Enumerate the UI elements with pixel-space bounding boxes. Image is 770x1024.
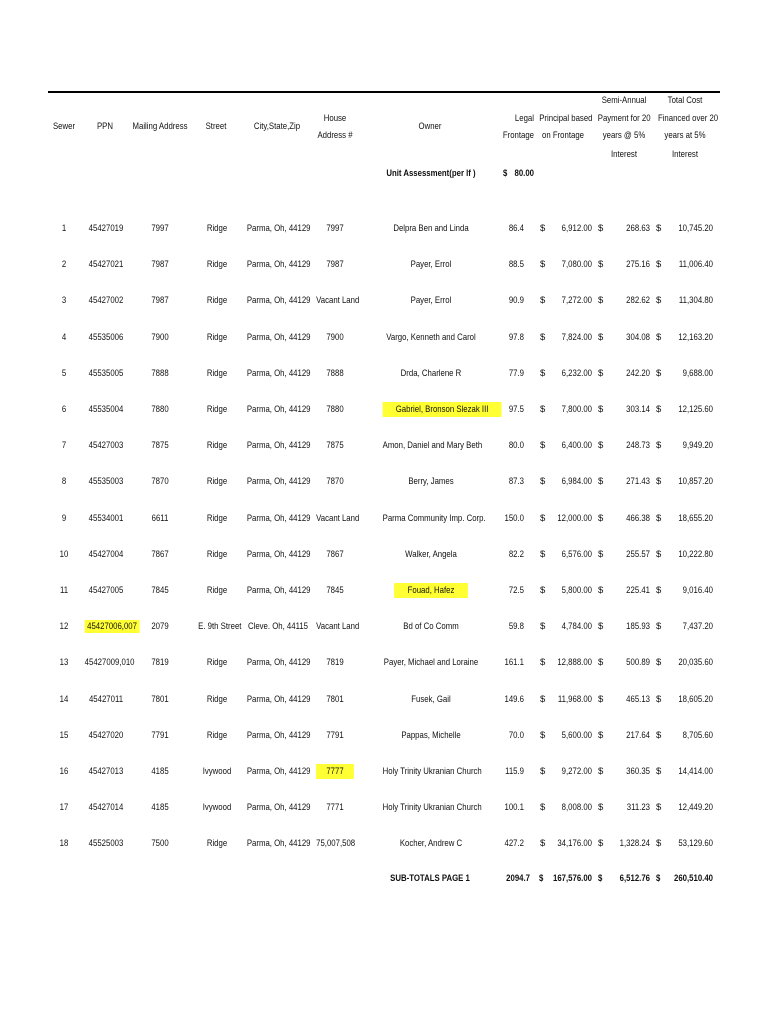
cell-owner: Parma Community Imp. Corp. (382, 513, 486, 524)
header-owner: Owner (418, 121, 442, 132)
cell-frontage: 149.6 (504, 694, 524, 705)
currency-symbol: $ (656, 802, 662, 813)
cell-ppn: 45535004 (88, 404, 124, 415)
cell-semi: 271.43 (626, 476, 650, 487)
cell-street: Ridge (206, 440, 228, 451)
cell-owner (383, 404, 489, 416)
cell-owner: Fusek, Gail (411, 694, 451, 705)
cell-house: Vacant Land (316, 513, 360, 524)
currency-symbol: $ (598, 368, 604, 379)
cell-frontage: 82.2 (508, 549, 524, 560)
cell-total: 10,745.20 (678, 223, 713, 234)
currency-symbol: $ (656, 440, 662, 451)
subtotal-principal-currency: $ (539, 873, 544, 884)
cell-owner: Pappas, Michelle (401, 730, 461, 741)
cell-semi: 303.14 (626, 404, 650, 415)
currency-symbol: $ (656, 694, 662, 705)
currency-symbol: $ (598, 259, 604, 270)
cell-street: Ridge (206, 730, 228, 741)
header-house-address-1: House (323, 113, 347, 124)
cell-ppn: 45427009,010 (84, 657, 135, 668)
cell-semi: 185.93 (626, 621, 650, 632)
cell-house: 7801 (326, 694, 344, 705)
cell-city: Parma, Oh, 44129 (246, 549, 311, 560)
cell-house: 7791 (326, 730, 344, 741)
currency-symbol: $ (656, 513, 662, 524)
cell-principal: 5,600.00 (561, 730, 592, 741)
cell-sewer: 2 (61, 259, 67, 270)
cell-street: Ridge (206, 476, 228, 487)
currency-symbol: $ (656, 223, 662, 234)
cell-house: 7880 (326, 404, 344, 415)
cell-sewer: 8 (61, 476, 67, 487)
cell-total: 8,705.60 (682, 730, 713, 741)
currency-symbol: $ (598, 476, 604, 487)
currency-symbol: $ (540, 332, 546, 343)
highlighted-value: 45427006,007 (85, 620, 140, 633)
cell-principal: 6,400.00 (561, 440, 592, 451)
cell-house: 75,007,508 (316, 838, 356, 849)
cell-mail: 7987 (151, 295, 169, 306)
cell-frontage: 87.3 (508, 476, 524, 487)
currency-symbol: $ (598, 513, 604, 524)
cell-street: Ridge (206, 585, 228, 596)
currency-symbol: $ (656, 332, 662, 343)
subtotal-total-currency: $ (656, 873, 661, 884)
subtotal-semi-annual: 6,512.76 (619, 873, 650, 884)
cell-total: 18,605.20 (678, 694, 713, 705)
cell-frontage: 427.2 (504, 838, 524, 849)
cell-street: Ridge (206, 838, 228, 849)
currency-symbol: $ (656, 657, 662, 668)
cell-house: 7771 (326, 802, 344, 813)
cell-sewer: 17 (59, 802, 69, 813)
currency-symbol: $ (598, 404, 604, 415)
cell-ppn: 45534001 (88, 513, 124, 524)
unit-assessment-label: Unit Assessment(per lf ) (386, 168, 476, 179)
cell-principal: 7,800.00 (561, 404, 592, 415)
cell-principal: 6,912.00 (561, 223, 592, 234)
cell-city: Parma, Oh, 44129 (246, 476, 311, 487)
cell-semi: 282.62 (626, 295, 650, 306)
cell-street: Ridge (206, 404, 228, 415)
currency-symbol: $ (598, 621, 604, 632)
cell-sewer: 12 (59, 621, 69, 632)
cell-frontage: 150.0 (504, 513, 524, 524)
header-semi-annual-1: Semi-Annual (601, 95, 647, 106)
header-principal-1: Principal based (539, 113, 593, 124)
cell-ppn: 45427004 (88, 549, 124, 560)
cell-house: 7997 (326, 223, 344, 234)
cell-city: Parma, Oh, 44129 (246, 295, 311, 306)
cell-principal: 12,888.00 (557, 657, 592, 668)
currency-symbol: $ (598, 295, 604, 306)
cell-total: 12,125.60 (678, 404, 713, 415)
cell-street: Ivywood (202, 802, 232, 813)
cell-house: 7875 (326, 440, 344, 451)
cell-owner (383, 585, 480, 597)
currency-symbol: $ (540, 295, 546, 306)
header-semi-annual-2: Payment for 20 (597, 113, 651, 124)
cell-frontage: 97.5 (508, 404, 524, 415)
cell-total: 11,304.80 (678, 295, 713, 306)
header-total-cost-3: years at 5% (664, 130, 706, 141)
cell-principal: 6,232.00 (561, 368, 592, 379)
header-city-state-zip: City,State,Zip (253, 121, 301, 132)
cell-mail: 7819 (151, 657, 169, 668)
cell-frontage: 97.8 (508, 332, 524, 343)
cell-principal: 6,984.00 (561, 476, 592, 487)
cell-ppn: 45535006 (88, 332, 124, 343)
currency-symbol: $ (656, 730, 662, 741)
cell-total: 12,163.20 (678, 332, 713, 343)
currency-symbol: $ (598, 694, 604, 705)
cell-principal: 6,576.00 (561, 549, 592, 560)
currency-symbol: $ (540, 476, 546, 487)
cell-principal: 9,272.00 (561, 766, 592, 777)
cell-city: Cleve. Oh, 44115 (247, 621, 309, 632)
cell-owner: Payer, Michael and Loraine (383, 657, 479, 668)
cell-mail: 7997 (151, 223, 169, 234)
currency-symbol: $ (540, 730, 546, 741)
cell-principal: 11,968.00 (557, 694, 592, 705)
cell-owner: Amon, Daniel and Mary Beth (382, 440, 483, 451)
header-principal-2: on Frontage (541, 130, 584, 141)
currency-symbol: $ (598, 657, 604, 668)
cell-owner: Berry, James (408, 476, 454, 487)
cell-ppn: 45427021 (88, 259, 124, 270)
currency-symbol: $ (540, 621, 546, 632)
currency-symbol: $ (540, 223, 546, 234)
cell-mail: 7875 (151, 440, 169, 451)
cell-city: Parma, Oh, 44129 (246, 730, 311, 741)
currency-symbol: $ (598, 332, 604, 343)
cell-semi: 242.20 (626, 368, 650, 379)
cell-sewer: 15 (59, 730, 69, 741)
cell-sewer: 1 (61, 223, 67, 234)
cell-frontage: 77.9 (508, 368, 524, 379)
unit-assessment-currency: $ (503, 168, 508, 179)
highlighted-value: Gabriel, Bronson Slezak III (383, 402, 502, 417)
cell-sewer: 9 (61, 513, 67, 524)
cell-sewer: 6 (61, 404, 67, 415)
header-total-cost-2: Financed over 20 (657, 113, 719, 124)
currency-symbol: $ (540, 657, 546, 668)
currency-symbol: $ (656, 295, 662, 306)
cell-street: Ivywood (202, 766, 232, 777)
cell-semi: 268.63 (626, 223, 650, 234)
cell-mail: 6611 (151, 513, 169, 524)
cell-principal: 34,176.00 (557, 838, 592, 849)
cell-ppn: 45427005 (88, 585, 124, 596)
cell-semi: 360.35 (626, 766, 650, 777)
currency-symbol: $ (540, 549, 546, 560)
cell-principal: 4,784.00 (561, 621, 592, 632)
cell-total: 7,437.20 (682, 621, 713, 632)
cell-sewer: 13 (59, 657, 69, 668)
cell-principal: 5,800.00 (561, 585, 592, 596)
cell-semi: 275.16 (626, 259, 650, 270)
cell-total: 10,857.20 (678, 476, 713, 487)
cell-mail: 7801 (151, 694, 169, 705)
cell-city: Parma, Oh, 44129 (246, 802, 311, 813)
currency-symbol: $ (656, 585, 662, 596)
header-house-address-2: Address # (317, 130, 353, 141)
cell-frontage: 88.5 (508, 259, 524, 270)
cell-total: 9,688.00 (682, 368, 713, 379)
cell-sewer: 14 (59, 694, 69, 705)
cell-frontage: 90.9 (508, 295, 524, 306)
cell-mail: 7867 (151, 549, 169, 560)
cell-city: Parma, Oh, 44129 (246, 694, 311, 705)
cell-mail: 2079 (151, 621, 169, 632)
cell-frontage: 100.1 (504, 802, 524, 813)
cell-ppn: 45427020 (88, 730, 124, 741)
cell-street: Ridge (206, 368, 228, 379)
cell-frontage: 59.8 (508, 621, 524, 632)
cell-sewer: 18 (59, 838, 69, 849)
cell-semi: 217.64 (626, 730, 650, 741)
cell-house: 7987 (326, 259, 344, 270)
currency-symbol: $ (598, 766, 604, 777)
cell-mail: 7870 (151, 476, 169, 487)
cell-city: Parma, Oh, 44129 (246, 657, 311, 668)
cell-total: 10,222.80 (678, 549, 713, 560)
cell-ppn: 45525003 (88, 838, 124, 849)
currency-symbol: $ (656, 838, 662, 849)
cell-mail: 4185 (151, 802, 169, 813)
cell-house: 7888 (326, 368, 344, 379)
cell-owner: Kocher, Andrew C (399, 838, 463, 849)
subtotals-label: SUB-TOTALS PAGE 1 (390, 873, 470, 884)
cell-owner: Walker, Angela (405, 549, 457, 560)
currency-symbol: $ (656, 621, 662, 632)
cell-sewer: 5 (61, 368, 67, 379)
cell-frontage: 86.4 (508, 223, 524, 234)
cell-street: E. 9th Street (198, 621, 242, 632)
currency-symbol: $ (540, 802, 546, 813)
cell-total: 18,655.20 (678, 513, 713, 524)
cell-total: 12,449.20 (678, 802, 713, 813)
cell-semi: 248.73 (626, 440, 650, 451)
currency-symbol: $ (540, 838, 546, 849)
cell-house: 7867 (326, 549, 344, 560)
cell-ppn: 45427014 (88, 802, 124, 813)
cell-sewer: 16 (59, 766, 69, 777)
cell-house: 7900 (326, 332, 344, 343)
cell-street: Ridge (206, 657, 228, 668)
cell-owner: Holy Trinity Ukranian Church (382, 766, 482, 777)
cell-ppn: 45427003 (88, 440, 124, 451)
cell-total: 14,414.00 (678, 766, 713, 777)
cell-semi: 500.89 (626, 657, 650, 668)
header-semi-annual-4: Interest (611, 149, 637, 160)
currency-symbol: $ (656, 549, 662, 560)
subtotal-frontage: 2094.7 (506, 873, 530, 884)
header-ppn: PPN (96, 121, 114, 132)
highlighted-value: 7777 (316, 764, 353, 779)
cell-semi: 304.08 (626, 332, 650, 343)
cell-street: Ridge (206, 295, 228, 306)
cell-house: Vacant Land (316, 295, 360, 306)
cell-owner: Vargo, Kenneth and Carol (386, 332, 476, 343)
cell-mail: 7500 (151, 838, 169, 849)
currency-symbol: $ (598, 585, 604, 596)
cell-owner: Payer, Errol (410, 295, 452, 306)
header-sewer: Sewer (52, 121, 76, 132)
cell-street: Ridge (206, 549, 228, 560)
cell-mail: 4185 (151, 766, 169, 777)
cell-sewer: 7 (61, 440, 67, 451)
cell-street: Ridge (206, 223, 228, 234)
cell-house: Vacant Land (316, 621, 360, 632)
cell-principal: 7,824.00 (561, 332, 592, 343)
cell-sewer: 11 (59, 585, 69, 596)
cell-principal: 7,272.00 (561, 295, 592, 306)
cell-ppn (85, 621, 137, 633)
cell-ppn: 45427002 (88, 295, 124, 306)
cell-city: Parma, Oh, 44129 (246, 223, 311, 234)
cell-street: Ridge (206, 332, 228, 343)
cell-mail: 7888 (151, 368, 169, 379)
cell-street: Ridge (206, 513, 228, 524)
header-total-cost-1: Total Cost (667, 95, 703, 106)
unit-assessment-value: 80.00 (514, 168, 534, 179)
cell-owner: Delpra Ben and Linda (393, 223, 469, 234)
cell-city: Parma, Oh, 44129 (246, 332, 311, 343)
cell-semi: 311.23 (626, 802, 650, 813)
cell-total: 53,129.60 (678, 838, 713, 849)
cell-house: 7819 (326, 657, 344, 668)
cell-ppn: 45535005 (88, 368, 124, 379)
currency-symbol: $ (598, 223, 604, 234)
cell-owner: Payer, Errol (410, 259, 452, 270)
cell-semi: 466.38 (626, 513, 650, 524)
cell-principal: 12,000.00 (557, 513, 592, 524)
header-total-cost-4: Interest (672, 149, 698, 160)
currency-symbol: $ (540, 513, 546, 524)
subtotal-principal: 167,576.00 (553, 873, 592, 884)
cell-principal: 8,008.00 (561, 802, 592, 813)
cell-mail: 7791 (151, 730, 169, 741)
cell-mail: 7880 (151, 404, 169, 415)
cell-total: 20,035.60 (678, 657, 713, 668)
cell-city: Parma, Oh, 44129 (246, 368, 311, 379)
cell-ppn: 45535003 (88, 476, 124, 487)
cell-semi: 465.13 (626, 694, 650, 705)
subtotal-total-cost: 260,510.40 (674, 873, 713, 884)
currency-symbol: $ (540, 694, 546, 705)
cell-ppn: 45427011 (88, 694, 124, 705)
currency-symbol: $ (656, 404, 662, 415)
header-legal-frontage-2: Frontage (502, 130, 535, 141)
currency-symbol: $ (598, 838, 604, 849)
cell-sewer: 10 (59, 549, 69, 560)
cell-frontage: 115.9 (505, 766, 524, 777)
cell-frontage: 72.5 (508, 585, 524, 596)
cell-ppn: 45427019 (88, 223, 124, 234)
currency-symbol: $ (656, 368, 662, 379)
cell-sewer: 3 (61, 295, 67, 306)
cell-house: 7870 (326, 476, 344, 487)
currency-symbol: $ (540, 585, 546, 596)
cell-mail: 7845 (151, 585, 169, 596)
currency-symbol: $ (540, 766, 546, 777)
cell-semi: 255.57 (626, 549, 650, 560)
currency-symbol: $ (598, 802, 604, 813)
cell-street: Ridge (206, 259, 228, 270)
cell-mail: 7987 (151, 259, 169, 270)
subtotal-semi-currency: $ (598, 873, 603, 884)
cell-city: Parma, Oh, 44129 (246, 440, 311, 451)
cell-frontage: 161.1 (504, 657, 524, 668)
currency-symbol: $ (656, 259, 662, 270)
cell-city: Parma, Oh, 44129 (246, 585, 311, 596)
cell-city: Parma, Oh, 44129 (246, 513, 311, 524)
highlighted-value: Fouad, Hafez (394, 583, 467, 598)
cell-owner: Holy Trinity Ukranian Church (382, 802, 482, 813)
cell-semi: 1,328.24 (619, 838, 650, 849)
cell-city: Parma, Oh, 44129 (246, 259, 311, 270)
header-legal-frontage-1: Legal (514, 113, 534, 124)
cell-mail: 7900 (151, 332, 169, 343)
cell-owner: Bd of Co Comm (403, 621, 459, 632)
cell-house: 7845 (326, 585, 344, 596)
currency-symbol: $ (598, 440, 604, 451)
currency-symbol: $ (540, 440, 546, 451)
currency-symbol: $ (656, 766, 662, 777)
header-semi-annual-3: years @ 5% (602, 130, 646, 141)
cell-frontage: 80.0 (508, 440, 524, 451)
currency-symbol: $ (598, 549, 604, 560)
header-street: Street (205, 121, 227, 132)
header-mailing-address: Mailing Address (132, 121, 188, 132)
cell-principal: 7,080.00 (561, 259, 592, 270)
cell-total: 11,006.40 (678, 259, 713, 270)
cell-house (316, 766, 354, 778)
cell-ppn: 45427013 (88, 766, 124, 777)
cell-city: Parma, Oh, 44129 (246, 766, 311, 777)
cell-semi: 225.41 (626, 585, 650, 596)
cell-total: 9,016.40 (682, 585, 713, 596)
currency-symbol: $ (540, 404, 546, 415)
cell-total: 9,949.20 (682, 440, 713, 451)
currency-symbol: $ (598, 730, 604, 741)
cell-owner: Drda, Charlene R (400, 368, 462, 379)
currency-symbol: $ (540, 368, 546, 379)
cell-sewer: 4 (61, 332, 67, 343)
currency-symbol: $ (540, 259, 546, 270)
cell-street: Ridge (206, 694, 228, 705)
cell-frontage: 70.0 (508, 730, 524, 741)
cell-city: Parma, Oh, 44129 (246, 838, 311, 849)
cell-city: Parma, Oh, 44129 (246, 404, 311, 415)
currency-symbol: $ (656, 476, 662, 487)
